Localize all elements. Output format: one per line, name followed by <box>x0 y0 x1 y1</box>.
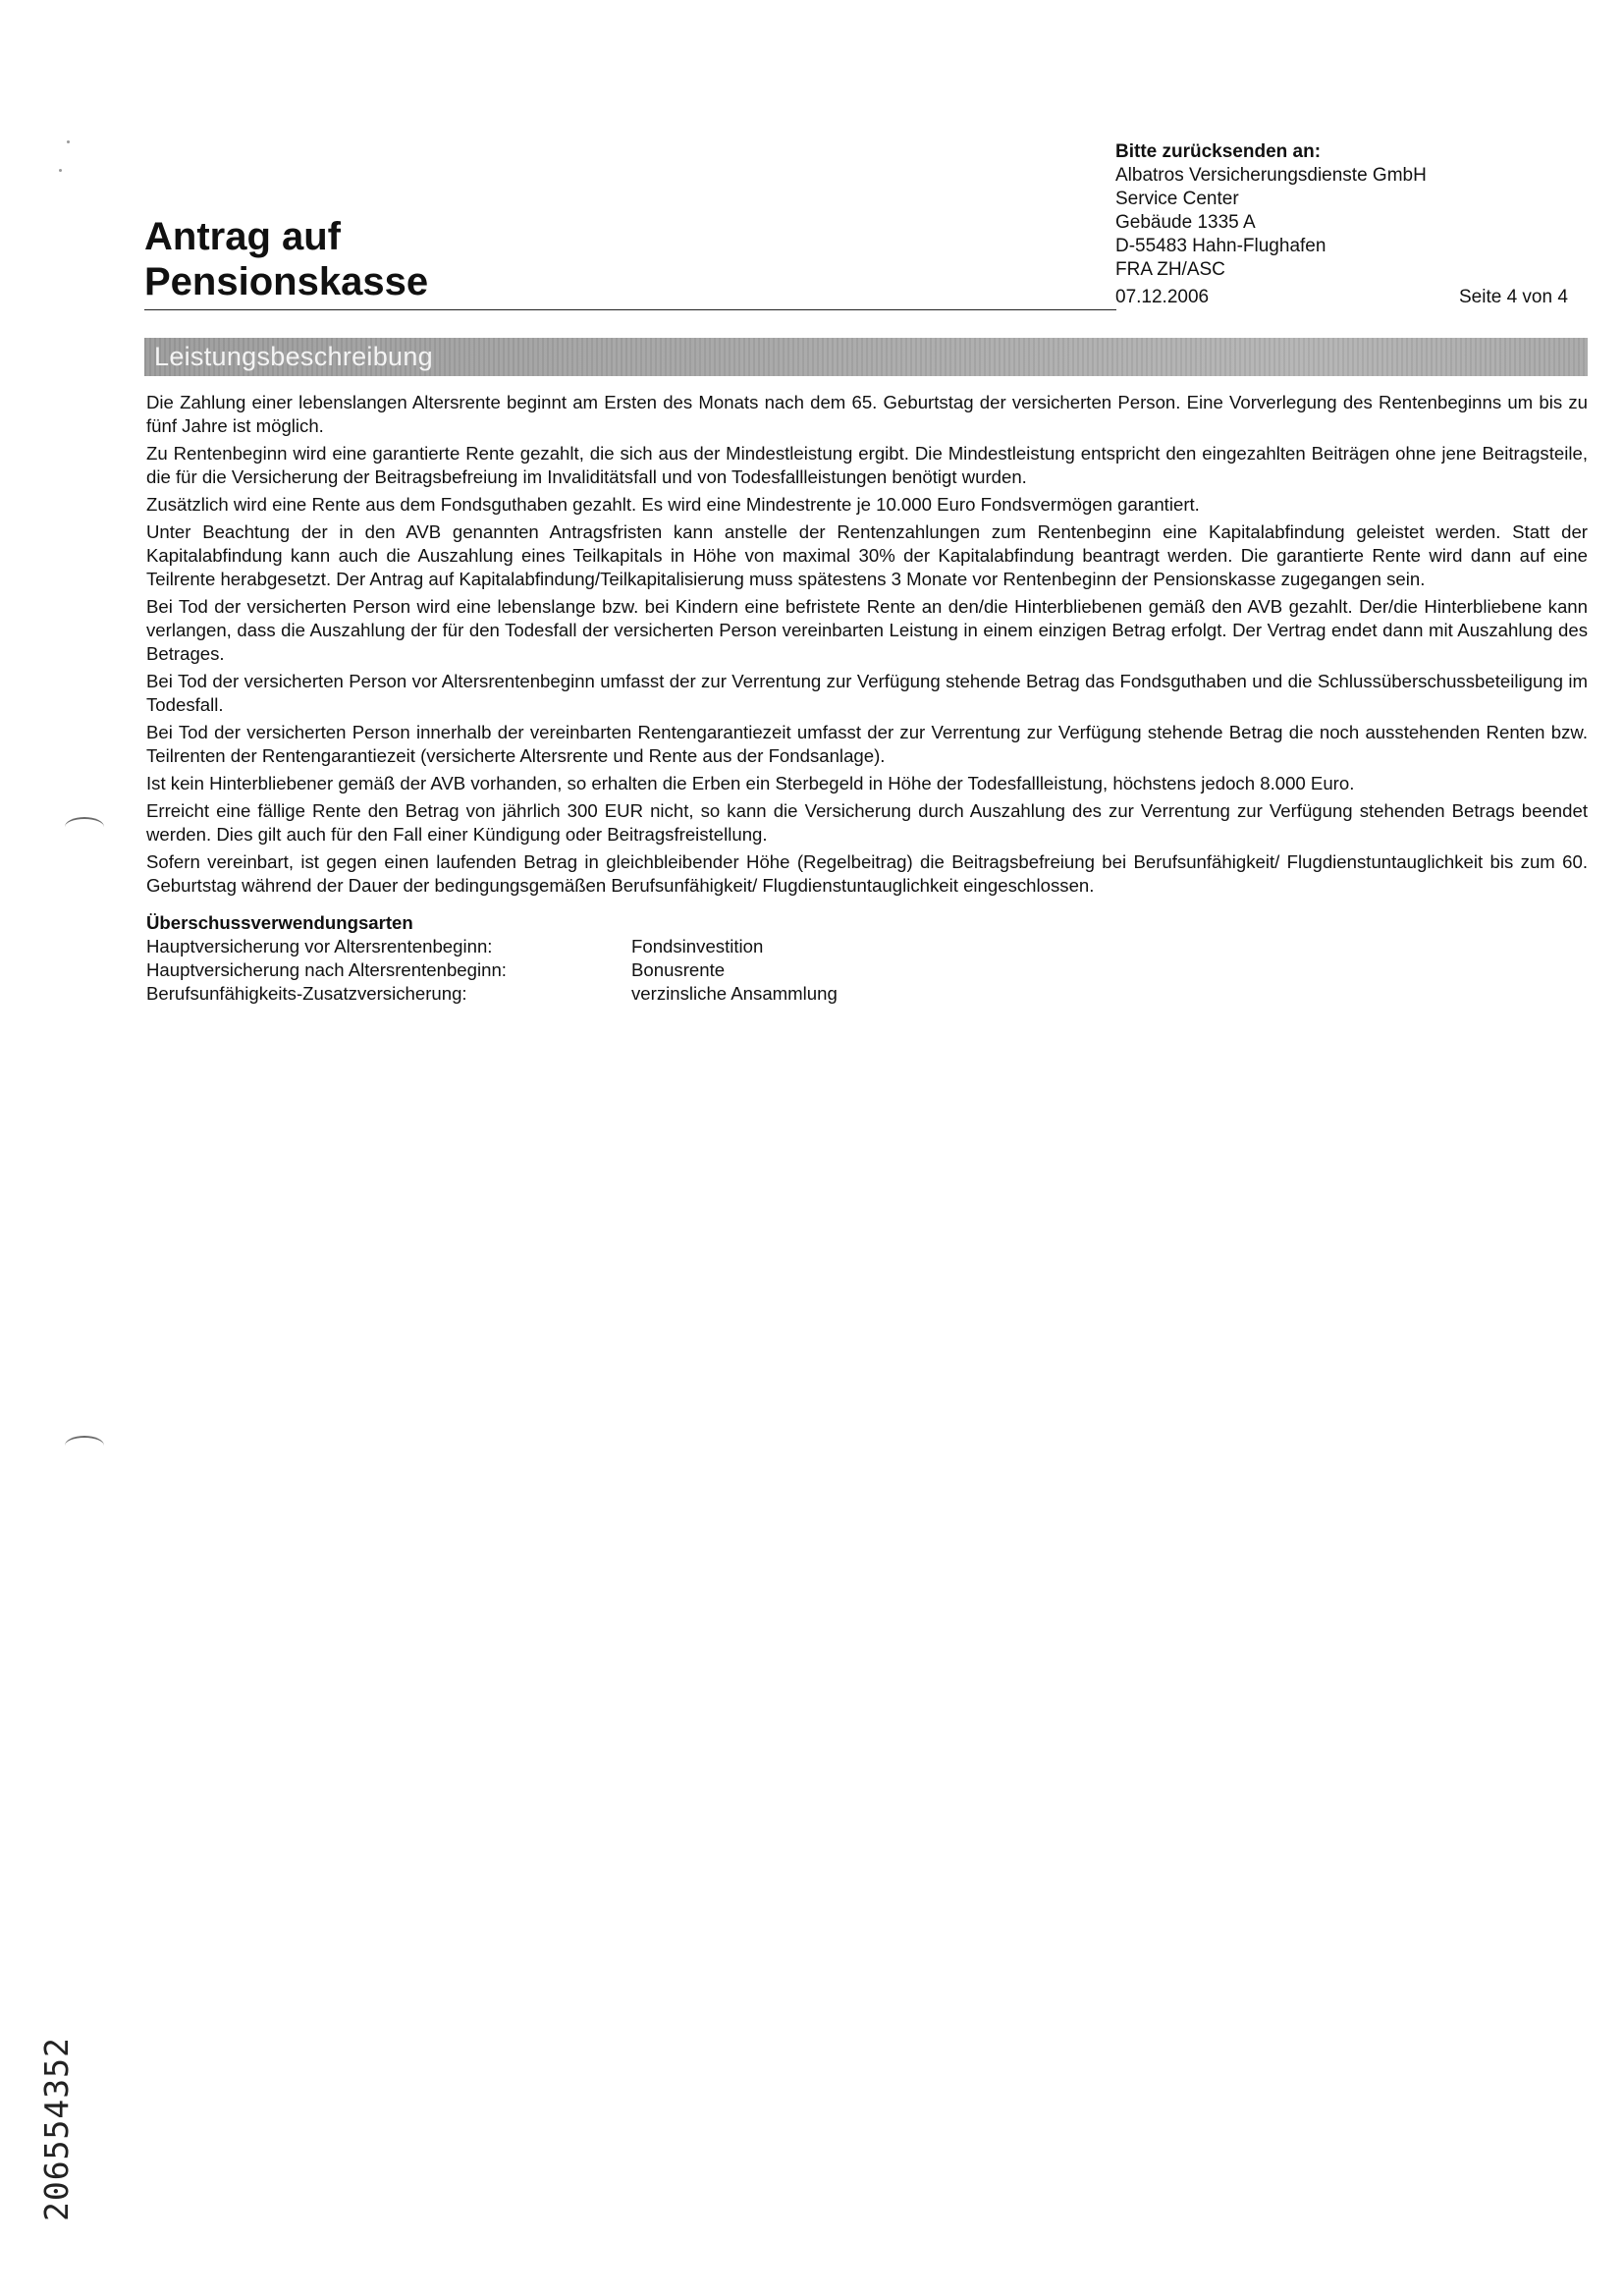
body-paragraph: Die Zahlung einer lebenslangen Altersrente beginnt am Ersten des Monats nach dem 65. Geburtstag der versicherten Person. Eine Vorverlegung des Rentenbeginns um bis zu fünf Jahre ist möglich. <box>146 392 1588 436</box>
body-paragraph: Zu Rentenbeginn wird eine garantierte Rente gezahlt, die sich aus der Mindestleistung ergibt. Die Mindestleistung entspricht den eingezahlten Beiträgen ohne jene Beitragsteile, die für die Versicherung der Beitragsbefreiung im Invaliditätsfall und von Todesfallleistungen benötigt wurden. <box>146 443 1588 487</box>
scan-speck <box>59 169 62 172</box>
body-paragraph: Bei Tod der versicherten Person innerhalb der vereinbarten Rentengarantiezeit umfasst der zur Verrentung zur Verfügung stehende Betrag die noch ausstehenden Renten bzw. Teilrenten der Rentengarantiezeit (versicherte Altersrente und Rente aus der Fondsanlage). <box>146 722 1588 766</box>
section-banner <box>144 338 1588 376</box>
header-divider <box>144 309 1116 310</box>
surplus-row <box>146 982 1588 1006</box>
surplus-label: Hauptversicherung nach Altersrentenbeginn: <box>146 959 507 980</box>
address-line: Albatros Versicherungsdienste GmbH <box>1115 165 1427 186</box>
body-paragraph: Bei Tod der versicherten Person vor Altersrentenbeginn umfasst der zur Verrentung zur Verfügung stehende Betrag das Fondsguthaben und die Schlussüberschussbeteiligung im Todesfall. <box>146 671 1588 715</box>
document-id-number: 206554352 <box>37 2037 76 2221</box>
address-line: D-55483 Hahn-Flughafen <box>1115 236 1326 256</box>
title-line-2: Pensionskasse <box>144 260 429 303</box>
scan-speck <box>67 140 70 143</box>
body-paragraph: Zusätzlich wird eine Rente aus dem Fondsguthaben gezahlt. Es wird eine Mindestrente je 10.000 Euro Fondsvermögen garantiert. <box>146 494 1200 515</box>
punch-hole-mark <box>65 817 104 837</box>
body-paragraph: Ist kein Hinterbliebener gemäß der AVB vorhanden, so erhalten die Erben ein Sterbegeld in Höhe der Todesfallleistung, höchstens jedoch 8.000 Euro. <box>146 773 1355 793</box>
address-line: Service Center <box>1115 189 1239 209</box>
surplus-label: Berufsunfähigkeits-Zusatzversicherung: <box>146 983 467 1004</box>
address-line: Gebäude 1335 A <box>1115 212 1256 233</box>
surplus-value: Fondsinvestition <box>631 936 764 957</box>
body-paragraph: Sofern vereinbart, ist gegen einen laufenden Betrag in gleichbleibender Höhe (Regelbeitrag) die Beitragsbefreiung bei Berufsunfähigkeit/ Flugdienstuntauglichkeit bis zum 60. Geburtstag während der Dauer der bedingungsgemäßen Berufsunfähigkeit/ Flugdienstuntauglichkeit eingeschlossen. <box>146 851 1588 896</box>
body-paragraph: Bei Tod der versicherten Person wird eine lebenslange bzw. bei Kindern eine befristete Rente an den/die Hinterbliebenen gemäß den AVB gezahlt. Der/die Hinterbliebene kann verlangen, dass die Auszahlung der für den Todesfall der versicherten Person vereinbarten Leistung in einem einzigen Betrag erfolgt. Der Vertrag endet dann mit Auszahlung des Betrages. <box>146 596 1588 664</box>
document-date: 07.12.2006 <box>1115 287 1210 307</box>
surplus-heading: Überschussverwendungsarten <box>146 912 413 933</box>
punch-hole-mark <box>65 1436 104 1455</box>
return-address-block <box>1115 140 1427 282</box>
section-title: Leistungsbeschreibung <box>154 342 433 371</box>
body-paragraph: Erreicht eine fällige Rente den Betrag von jährlich 300 EUR nicht, so kann die Versicherung durch Auszahlung des zur Verrentung zur Verfügung stehenden Betrags beendet werden. Dies gilt auch für den Fall einer Kündigung oder Beitragsfreistellung. <box>146 800 1588 845</box>
page-number: Seite 4 von 4 <box>1459 287 1568 307</box>
surplus-value: verzinsliche Ansammlung <box>631 983 838 1004</box>
surplus-label: Hauptversicherung vor Altersrentenbeginn: <box>146 936 493 957</box>
body-paragraph: Unter Beachtung der in den AVB genannten Antragsfristen kann anstelle der Rentenzahlungen zum Rentenbeginn eine Kapitalabfindung geleistet werden. Statt der Kapitalabfindung kann auch die Auszahlung eines Teilkapitals in Höhe von maximal 30% der Kapitalabfindung beantragt werden. Die garantierte Rente wird dann auf eine Teilrente herabgesetzt. Der Antrag auf Kapitalabfindung/Teilkapitalisierung muss spätestens 3 Monate vor Rentenbeginn der Pensionskasse zugegangen sein. <box>146 521 1588 589</box>
surplus-row <box>146 958 1588 982</box>
section-body <box>146 391 1588 1006</box>
return-address-heading: Bitte zurücksenden an: <box>1115 141 1322 162</box>
address-line: FRA ZH/ASC <box>1115 259 1225 280</box>
title-line-1: Antrag auf <box>144 215 341 258</box>
document-title <box>144 214 428 304</box>
surplus-value: Bonusrente <box>631 959 726 980</box>
surplus-row <box>146 935 1588 958</box>
